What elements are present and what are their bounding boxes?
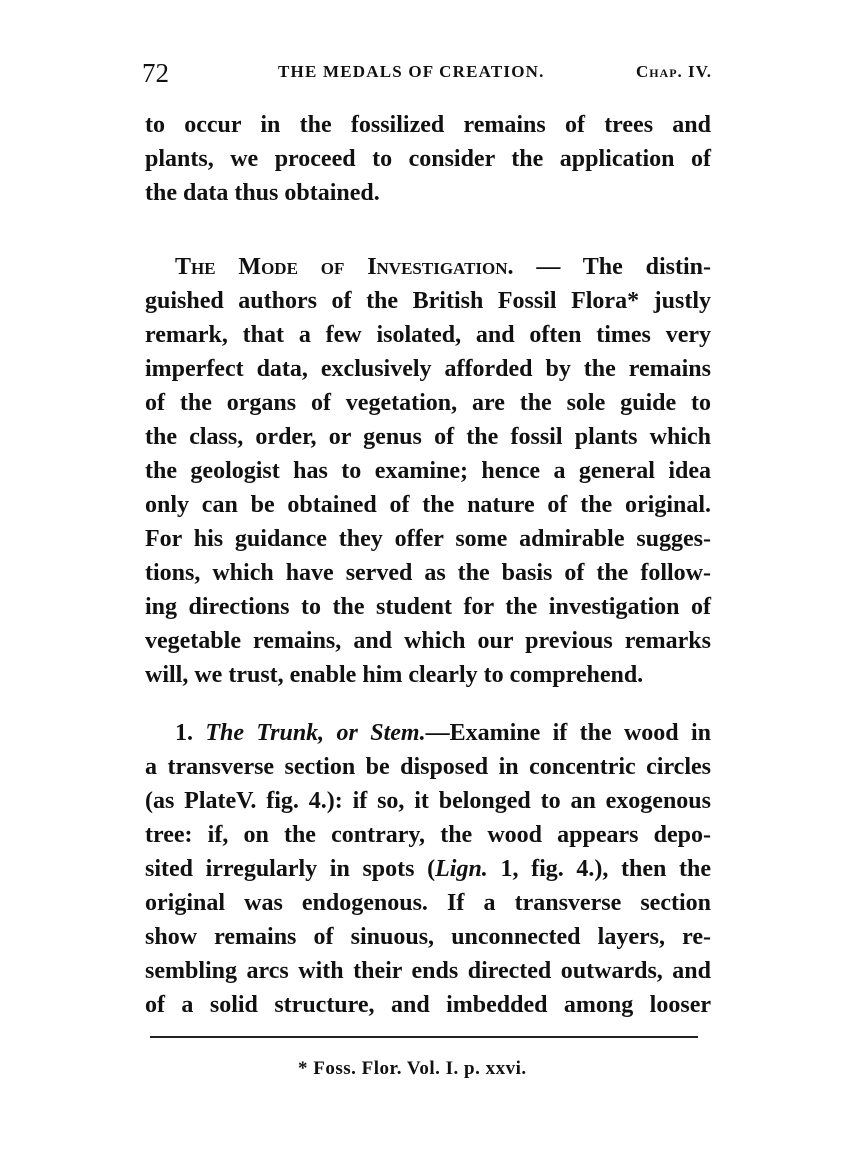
- text-line: [145, 716, 711, 750]
- section-heading: The Mode of Investigation.: [175, 254, 514, 280]
- text-line: imperfect data, exclusively afforded by the remains: [145, 356, 711, 382]
- text-line: [145, 852, 711, 886]
- footnote: * Foss. Flor. Vol. I. p. xxvi.: [298, 1058, 527, 1079]
- text-line: [145, 250, 711, 284]
- text-line: only can be obtained of the nature of the original.: [145, 492, 711, 518]
- text-line: the class, order, or genus of the fossil plants which: [145, 424, 711, 450]
- paragraph-mode-of-investigation: [145, 250, 711, 692]
- item-number: 1.: [175, 720, 206, 746]
- text-line: ing directions to the student for the investigation of: [145, 594, 711, 620]
- italic-reference: Lign.: [435, 856, 488, 882]
- text-line: the data thus obtained.: [145, 180, 380, 206]
- text-fragment: —Examine if the wood in: [425, 720, 712, 746]
- text-line: sembling arcs with their ends directed outwards, and: [145, 958, 711, 984]
- text-line: (as PlateV. fig. 4.): if so, it belonged to an exogenous: [145, 788, 711, 814]
- text-line: guished authors of the British Fossil Flora* justly: [145, 288, 711, 314]
- text-fragment: — The distin-: [513, 254, 711, 280]
- footnote-divider: [150, 1036, 698, 1038]
- text-line: vegetable remains, and which our previous remarks: [145, 628, 711, 654]
- paragraph-trunk-or-stem: [145, 716, 711, 1022]
- text-fragment: sited irregularly in spots (: [145, 856, 436, 882]
- text-line: of the organs of vegetation, are the sole guide to: [145, 390, 711, 416]
- text-line: original was endogenous. If a transverse section: [145, 890, 711, 916]
- text-line: remark, that a few isolated, and often times very: [145, 322, 711, 348]
- paragraph-continuation: [145, 108, 711, 210]
- text-line: plants, we proceed to consider the application of: [145, 146, 711, 172]
- text-line: of a solid structure, and imbedded among looser: [145, 992, 711, 1018]
- text-line: For his guidance they offer some admirable sugges-: [145, 526, 711, 552]
- text-line: tree: if, on the contrary, the wood appears depo-: [145, 822, 711, 848]
- page-number: 72: [142, 58, 169, 88]
- text-line: show remains of sinuous, unconnected layers, re-: [145, 924, 711, 950]
- item-heading: The Trunk, or Stem.: [205, 720, 426, 746]
- text-fragment: 1, fig. 4.), then the: [487, 856, 711, 882]
- text-line: tions, which have served as the basis of the follow-: [145, 560, 711, 586]
- text-line: a transverse section be disposed in concentric circles: [145, 754, 711, 780]
- chapter-label: Chap. IV.: [635, 62, 712, 81]
- text-line: to occur in the fossilized remains of trees and: [145, 112, 711, 138]
- running-title: THE MEDALS OF CREATION.: [278, 62, 545, 81]
- running-head: [142, 58, 712, 90]
- text-line: will, we trust, enable him clearly to comprehend.: [145, 662, 644, 688]
- text-line: the geologist has to examine; hence a general idea: [145, 458, 711, 484]
